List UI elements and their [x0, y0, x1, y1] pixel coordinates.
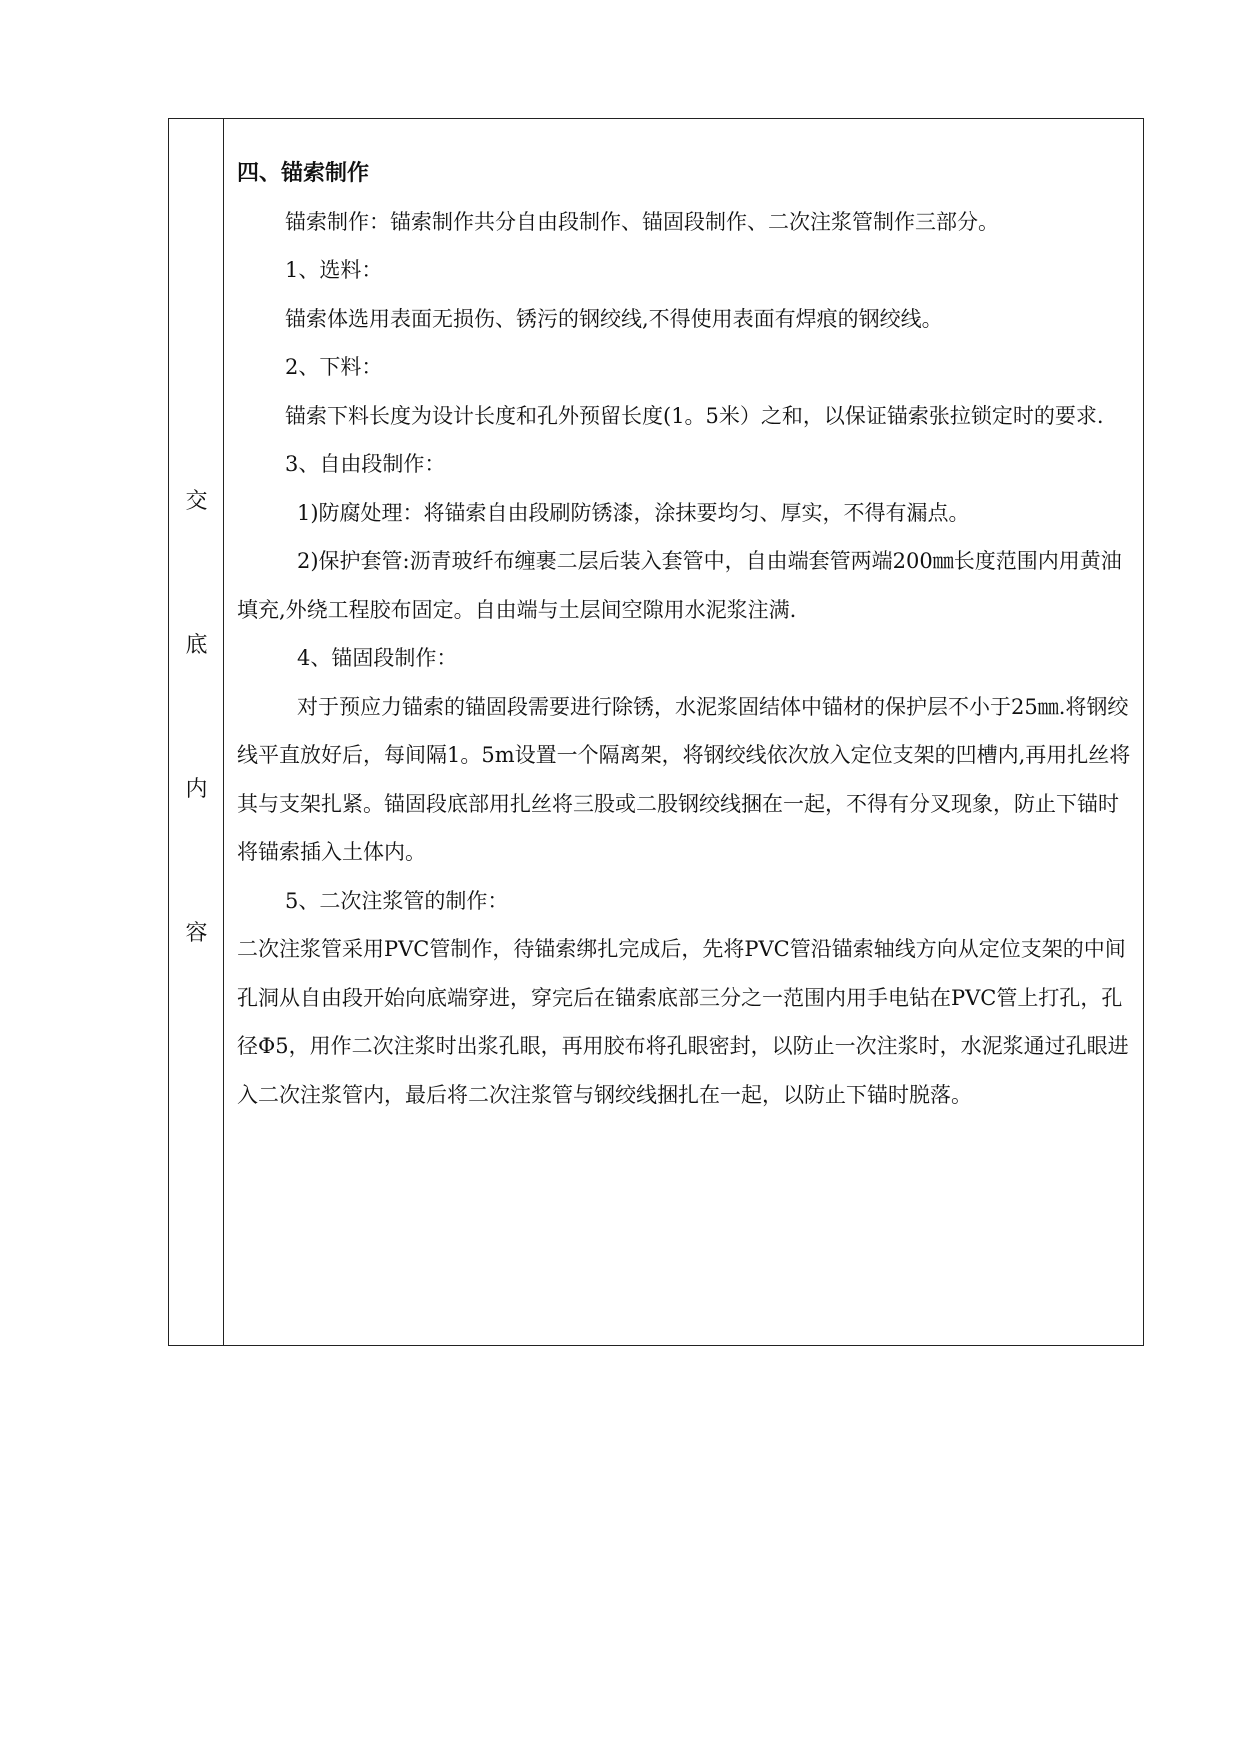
step5-body: 二次注浆管采用PVC管制作，待锚索绑扎完成后，先将PVC管沿锚索轴线方向从定位支架的中间孔洞从自由段开始向底端穿进，穿完后在锚索底部三分之一范围内用手电钻在PVC管上打孔，孔径Φ5，用作二次注浆时出浆孔眼，再用胶布将孔眼密封，以防止一次注浆时，水泥浆通过孔眼进入二次注浆管内，最后将二次注浆管与钢绞线捆扎在一起，以防止下锚时脱落。 [237, 937, 1129, 1107]
content-cell [237, 149, 1137, 1119]
step1-body: 锚索体选用表面无损伤、锈污的钢绞线,不得使用表面有焊痕的钢绞线。 [285, 306, 943, 331]
side-label-char-4: 容 [185, 921, 208, 946]
step5-title: 5、二次注浆管的制作： [285, 888, 509, 913]
briefing-table [168, 118, 1144, 1346]
step3-item1: 1)防腐处理：将锚索自由段刷防锈漆，涂抹要均匀、厚实，不得有漏点。 [297, 500, 970, 525]
step3-title: 3、自由段制作： [285, 452, 446, 476]
step3-item2: 2)保护套管:沥青玻纤布缠裹二层后装入套管中，自由端套管两端200㎜长度范围内用黄油填充,外绕工程胶布固定。自由端与土层间空隙用水泥浆注满. [237, 549, 1122, 622]
side-label-char-2: 底 [185, 633, 208, 658]
side-label-char-3: 内 [185, 777, 208, 802]
step4-body: 对于预应力锚索的锚固段需要进行除锈，水泥浆固结体中锚材的保护层不小于25㎜.将钢绞线平直放好后，每间隔1。5m设置一个隔离架，将钢绞线依次放入定位支架的凹槽内,再用扎丝将其与支架扎紧。锚固段底部用扎丝将三股或二股钢绞线捆在一起，不得有分叉现象，防止下锚时将锚索插入土体内。 [237, 694, 1131, 864]
intro-paragraph: 锚索制作：锚索制作共分自由段制作、锚固段制作、二次注浆管制作三部分。 [285, 209, 999, 234]
step2-title: 2、下料： [285, 355, 383, 379]
side-label-char-1: 交 [185, 489, 208, 514]
step1-title: 1、选料： [285, 258, 383, 282]
side-label-column [169, 119, 224, 1345]
step2-body: 锚索下料长度为设计长度和孔外预留长度(1。5米）之和，以保证锚索张拉锁定时的要求. [285, 403, 1104, 428]
step4-title: 4、锚固段制作： [297, 646, 458, 670]
section-heading: 四、锚索制作 [237, 160, 370, 186]
